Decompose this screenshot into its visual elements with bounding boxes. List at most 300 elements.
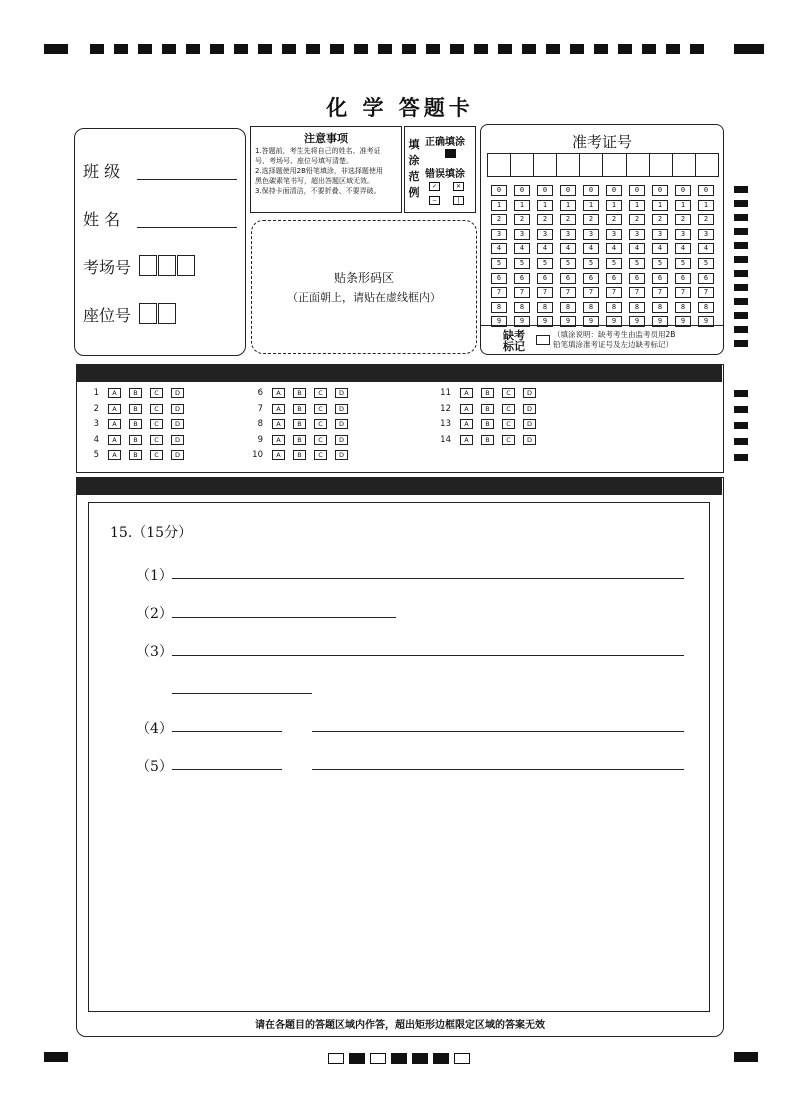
mc-option-bubble[interactable]: A xyxy=(460,388,473,398)
side-timing-mark xyxy=(734,454,748,461)
part-1-answer-line[interactable] xyxy=(172,578,684,579)
exam-digit-bubble[interactable]: 2 xyxy=(698,214,714,225)
mc-option-bubble[interactable]: B xyxy=(481,404,494,414)
exam-digit-bubble[interactable]: 2 xyxy=(675,214,691,225)
exam-digit-bubble[interactable]: 8 xyxy=(652,302,668,313)
timing-dash xyxy=(234,44,248,54)
exam-digit-bubble[interactable]: 6 xyxy=(491,273,507,284)
mc-option-bubble[interactable]: D xyxy=(171,435,184,445)
exam-number-cell[interactable] xyxy=(488,154,511,176)
barcode-note: （正面朝上，请贴在虚线框内） xyxy=(287,291,441,304)
mc-option-bubble[interactable]: D xyxy=(335,388,348,398)
exam-digit-bubble[interactable]: 4 xyxy=(629,243,645,254)
exam-digit-bubble[interactable]: 3 xyxy=(675,229,691,240)
student-info-box xyxy=(74,128,246,356)
exam-digit-bubble[interactable]: 6 xyxy=(560,273,576,284)
exam-digit-bubble[interactable]: 6 xyxy=(629,273,645,284)
mc-question-number: 1 xyxy=(93,388,99,398)
exam-number-cell[interactable] xyxy=(603,154,626,176)
notice-title: 注意事项 xyxy=(304,132,348,145)
side-timing-mark xyxy=(734,326,748,333)
exam-digit-bubble[interactable]: 0 xyxy=(606,185,622,196)
notice-line: 2.选择题使用2B铅笔填涂，非选择题使用 xyxy=(255,167,383,175)
exam-digit-bubble[interactable]: 8 xyxy=(560,302,576,313)
page-title: 化 学 答题卡 xyxy=(326,95,474,120)
mc-option-bubble[interactable]: A xyxy=(272,419,285,429)
mc-question-number: 7 xyxy=(257,403,263,414)
mc-option-bubble[interactable]: D xyxy=(171,419,184,429)
class-label: 班 级 xyxy=(83,162,121,181)
exam-digit-bubble[interactable]: 3 xyxy=(560,229,576,240)
exam-digit-bubble[interactable]: 3 xyxy=(652,229,668,240)
corner-mark-top-right xyxy=(734,44,764,54)
exam-digit-bubble[interactable]: 4 xyxy=(698,243,714,254)
exam-digit-bubble[interactable]: 2 xyxy=(629,214,645,225)
exam-digit-bubble[interactable]: 9 xyxy=(583,316,599,327)
timing-dash xyxy=(402,44,416,54)
mc-option-bubble[interactable]: D xyxy=(335,435,348,445)
exam-digit-bubble[interactable]: 8 xyxy=(583,302,599,313)
exam-number-box xyxy=(480,124,724,355)
mc-option-bubble[interactable]: C xyxy=(150,435,163,445)
mc-question-row xyxy=(245,387,356,399)
mc-question-row xyxy=(433,387,544,399)
mc-option-bubble[interactable]: A xyxy=(460,404,473,414)
exam-digit-bubble[interactable]: 7 xyxy=(560,287,576,298)
exam-digit-bubble[interactable]: 8 xyxy=(698,302,714,313)
exam-digit-bubble[interactable]: 3 xyxy=(514,229,530,240)
section-header-band xyxy=(76,364,722,382)
side-timing-mark xyxy=(734,200,748,207)
mc-question-number: 10 xyxy=(252,450,263,460)
exam-digit-bubble[interactable]: 3 xyxy=(698,229,714,240)
exam-digit-bubble[interactable]: 1 xyxy=(491,200,507,211)
exam-digit-bubble[interactable]: 1 xyxy=(583,200,599,211)
exam-digit-bubble[interactable]: 4 xyxy=(491,243,507,254)
mc-question-number: 12 xyxy=(440,403,451,414)
fill-char: 例 xyxy=(408,186,420,199)
notice-line: 3.保持卡面清洁，不要折叠、不要弄破。 xyxy=(255,187,381,195)
exam-digit-bubble[interactable]: 4 xyxy=(537,243,553,254)
side-timing-mark xyxy=(734,422,748,429)
mc-option-bubble[interactable]: C xyxy=(150,450,163,460)
exam-digit-bubble[interactable]: 9 xyxy=(491,316,507,327)
exam-digit-bubble[interactable]: 7 xyxy=(652,287,668,298)
exam-digit-bubble[interactable]: 3 xyxy=(583,229,599,240)
mc-option-bubble[interactable]: A xyxy=(272,450,285,460)
seat-digit-box[interactable] xyxy=(158,303,176,324)
room-digit-box[interactable] xyxy=(139,255,157,276)
exam-digit-bubble[interactable]: 0 xyxy=(514,185,530,196)
exam-digit-bubble[interactable]: 5 xyxy=(514,258,530,269)
exam-digit-bubble[interactable]: 6 xyxy=(583,273,599,284)
part-4-answer-line-b[interactable] xyxy=(312,731,684,732)
correct-fill-mark-icon xyxy=(445,149,456,158)
exam-digit-bubble[interactable]: 5 xyxy=(537,258,553,269)
exam-digit-bubble[interactable]: 6 xyxy=(652,273,668,284)
mc-question-number: 9 xyxy=(257,434,263,445)
exam-digit-bubble[interactable]: 1 xyxy=(606,200,622,211)
mc-option-bubble[interactable]: B xyxy=(129,450,142,460)
mc-question-number: 14 xyxy=(440,434,451,445)
mc-question-row xyxy=(245,434,356,446)
bar-mark-icon: | xyxy=(453,196,464,205)
mc-question-number: 2 xyxy=(93,403,99,414)
timing-dash xyxy=(114,44,128,54)
mc-question-number: 13 xyxy=(440,419,451,429)
question-15-title: 15.（15分） xyxy=(110,525,193,541)
code-square xyxy=(433,1053,449,1064)
mc-option-bubble[interactable]: C xyxy=(502,388,515,398)
side-timing-mark xyxy=(734,312,748,319)
mc-option-bubble[interactable]: B xyxy=(293,404,306,414)
exam-digit-bubble[interactable]: 0 xyxy=(560,185,576,196)
mc-option-bubble[interactable]: A xyxy=(272,404,285,414)
mc-question-row xyxy=(81,434,192,446)
correct-fill-label: 正确填涂 xyxy=(425,137,465,148)
fill-char: 填 xyxy=(408,138,420,151)
mc-question-row xyxy=(245,449,356,461)
part-4-label: （4） xyxy=(136,721,173,737)
mc-option-bubble[interactable]: D xyxy=(335,419,348,429)
code-square xyxy=(454,1053,470,1064)
exam-number-cell[interactable] xyxy=(673,154,696,176)
timing-dash xyxy=(306,44,320,54)
exam-digit-bubble[interactable]: 4 xyxy=(560,243,576,254)
part-4-answer-line-a[interactable] xyxy=(172,731,282,732)
exam-digit-bubble[interactable]: 4 xyxy=(652,243,668,254)
mc-option-bubble[interactable]: C xyxy=(150,404,163,414)
exam-digit-bubble[interactable]: 5 xyxy=(606,258,622,269)
timing-dash xyxy=(90,44,104,54)
exam-digit-bubble[interactable]: 8 xyxy=(491,302,507,313)
mc-question-row xyxy=(245,403,356,415)
room-digit-box[interactable] xyxy=(158,255,176,276)
timing-dash xyxy=(522,44,536,54)
timing-dash xyxy=(426,44,440,54)
mc-question-number: 6 xyxy=(257,388,263,398)
exam-digit-bubble[interactable]: 0 xyxy=(652,185,668,196)
part-2-answer-line[interactable] xyxy=(172,617,396,618)
mc-option-bubble[interactable]: A xyxy=(460,435,473,445)
code-square xyxy=(391,1053,407,1064)
seat-label: 座位号 xyxy=(83,306,132,325)
timing-dash xyxy=(258,44,272,54)
exam-digit-bubble[interactable]: 5 xyxy=(491,258,507,269)
code-square xyxy=(412,1053,428,1064)
cross-mark-icon: ✕ xyxy=(453,182,464,191)
barcode-area xyxy=(251,220,477,354)
corner-mark-bottom-right xyxy=(734,1052,758,1062)
timing-dash xyxy=(570,44,584,54)
part-1-label: （1） xyxy=(136,568,173,584)
exam-digit-bubble[interactable]: 2 xyxy=(606,214,622,225)
mc-question-number: 5 xyxy=(93,450,99,460)
exam-digit-bubble[interactable]: 2 xyxy=(560,214,576,225)
mc-option-bubble[interactable]: A xyxy=(108,388,121,398)
exam-digit-bubble[interactable]: 6 xyxy=(698,273,714,284)
section-header-band xyxy=(76,477,722,495)
seat-digit-box[interactable] xyxy=(139,303,157,324)
mc-option-bubble[interactable]: B xyxy=(129,435,142,445)
side-timing-mark xyxy=(734,390,748,397)
exam-number-cell[interactable] xyxy=(696,154,718,176)
exam-digit-bubble[interactable]: 4 xyxy=(583,243,599,254)
exam-digit-bubble[interactable]: 0 xyxy=(583,185,599,196)
mc-option-bubble[interactable]: D xyxy=(335,404,348,414)
exam-digit-bubble[interactable]: 7 xyxy=(491,287,507,298)
notice-line: 黑色碳素笔书写，超出答题区域无效。 xyxy=(255,177,374,185)
mc-question-row xyxy=(433,403,544,415)
exam-digit-bubble[interactable]: 9 xyxy=(560,316,576,327)
part-5-answer-line-a[interactable] xyxy=(172,769,282,770)
absent-mark-row xyxy=(481,325,723,353)
exam-digit-bubble[interactable]: 6 xyxy=(537,273,553,284)
mc-option-bubble[interactable]: C xyxy=(502,419,515,429)
mc-option-bubble[interactable]: D xyxy=(335,450,348,460)
timing-dash xyxy=(354,44,368,54)
mc-option-bubble[interactable]: B xyxy=(481,388,494,398)
exam-number-cell[interactable] xyxy=(511,154,534,176)
side-timing-mark xyxy=(734,298,748,305)
exam-number-cell[interactable] xyxy=(580,154,603,176)
mc-question-row xyxy=(433,418,544,430)
absent-checkbox[interactable] xyxy=(536,335,550,345)
exam-number-cell[interactable] xyxy=(557,154,580,176)
exam-digit-bubble[interactable]: 0 xyxy=(537,185,553,196)
mc-question-row xyxy=(433,434,544,446)
wrong-fill-label: 错误填涂 xyxy=(425,169,465,180)
exam-digit-bubble[interactable]: 4 xyxy=(514,243,530,254)
mc-option-bubble[interactable]: C xyxy=(314,450,327,460)
timing-dash xyxy=(282,44,296,54)
name-label: 姓 名 xyxy=(83,210,121,229)
name-field[interactable] xyxy=(137,227,237,228)
fill-char: 范 xyxy=(408,170,420,183)
exam-digit-bubble[interactable]: 9 xyxy=(652,316,668,327)
exam-digit-bubble[interactable]: 9 xyxy=(514,316,530,327)
exam-digit-bubble[interactable]: 8 xyxy=(606,302,622,313)
top-timing-track xyxy=(44,44,764,54)
absent-note xyxy=(553,330,675,350)
mc-option-bubble[interactable]: B xyxy=(293,388,306,398)
exam-digit-bubble[interactable]: 8 xyxy=(537,302,553,313)
exam-digit-bubble[interactable]: 9 xyxy=(629,316,645,327)
mc-option-bubble[interactable]: D xyxy=(171,450,184,460)
mc-option-bubble[interactable]: D xyxy=(523,435,536,445)
exam-digit-bubble[interactable]: 4 xyxy=(675,243,691,254)
mc-option-bubble[interactable]: A xyxy=(108,435,121,445)
exam-digit-bubble[interactable]: 9 xyxy=(537,316,553,327)
mc-option-bubble[interactable]: A xyxy=(108,404,121,414)
exam-digit-bubble[interactable]: 3 xyxy=(537,229,553,240)
exam-digit-bubble[interactable]: 1 xyxy=(675,200,691,211)
exam-digit-bubble[interactable]: 5 xyxy=(652,258,668,269)
exam-number-write-cells xyxy=(487,153,719,177)
exam-digit-bubble[interactable]: 9 xyxy=(606,316,622,327)
mc-question-row xyxy=(81,387,192,399)
mc-option-bubble[interactable]: C xyxy=(314,435,327,445)
notice-line: 1.答题前，考生先将自己的姓名、准考证 xyxy=(255,147,381,155)
exam-digit-bubble[interactable]: 2 xyxy=(583,214,599,225)
exam-digit-bubble[interactable]: 6 xyxy=(606,273,622,284)
mc-option-bubble[interactable]: B xyxy=(293,435,306,445)
mc-option-bubble[interactable]: D xyxy=(523,404,536,414)
exam-digit-bubble[interactable]: 1 xyxy=(560,200,576,211)
mc-question-row xyxy=(81,418,192,430)
side-timing-mark xyxy=(734,256,748,263)
part-3-answer-line-2[interactable] xyxy=(172,693,312,694)
mc-option-bubble[interactable]: C xyxy=(502,435,515,445)
exam-digit-bubble[interactable]: 7 xyxy=(537,287,553,298)
exam-digit-bubble[interactable]: 3 xyxy=(606,229,622,240)
exam-digit-bubble[interactable]: 1 xyxy=(537,200,553,211)
mc-question-number: 4 xyxy=(93,434,99,445)
exam-digit-bubble[interactable]: 1 xyxy=(514,200,530,211)
exam-digit-bubble[interactable]: 9 xyxy=(698,316,714,327)
exam-number-cell[interactable] xyxy=(534,154,557,176)
timing-dash xyxy=(44,44,68,54)
mc-option-bubble[interactable]: D xyxy=(171,388,184,398)
exam-digit-bubble[interactable]: 2 xyxy=(537,214,553,225)
mc-question-row xyxy=(81,449,192,461)
timing-dash xyxy=(162,44,176,54)
exam-digit-bubble[interactable]: 0 xyxy=(629,185,645,196)
timing-dash xyxy=(690,44,704,54)
mc-option-bubble[interactable]: A xyxy=(272,435,285,445)
exam-digit-bubble[interactable]: 5 xyxy=(675,258,691,269)
barcode-title: 贴条形码区 xyxy=(333,271,394,285)
mc-question-row xyxy=(245,418,356,430)
exam-digit-bubble[interactable]: 6 xyxy=(675,273,691,284)
exam-digit-bubble[interactable]: 7 xyxy=(514,287,530,298)
mc-option-bubble[interactable]: B xyxy=(293,450,306,460)
room-digit-box[interactable] xyxy=(177,255,195,276)
mc-option-bubble[interactable]: D xyxy=(523,388,536,398)
code-square xyxy=(349,1053,365,1064)
side-timing-mark xyxy=(734,284,748,291)
timing-dash xyxy=(210,44,224,54)
mc-option-bubble[interactable]: B xyxy=(293,419,306,429)
timing-dash xyxy=(666,44,680,54)
mc-question-number: 11 xyxy=(440,388,451,398)
mc-option-bubble[interactable]: B xyxy=(129,404,142,414)
mc-option-bubble[interactable]: A xyxy=(460,419,473,429)
timing-dash xyxy=(330,44,344,54)
mc-option-bubble[interactable]: B xyxy=(481,419,494,429)
code-square xyxy=(370,1053,386,1064)
mc-option-bubble[interactable]: B xyxy=(481,435,494,445)
side-timing-mark xyxy=(734,406,748,413)
footer-note: 请在各题目的答题区域内作答，超出矩形边框限定区域的答案无效 xyxy=(255,1020,545,1031)
code-square xyxy=(328,1053,344,1064)
fill-char: 涂 xyxy=(408,154,420,167)
mc-option-bubble[interactable]: C xyxy=(314,404,327,414)
side-timing-mark xyxy=(734,228,748,235)
check-mark-icon: ✓ xyxy=(429,182,440,191)
exam-digit-bubble[interactable]: 1 xyxy=(652,200,668,211)
exam-digit-bubble[interactable]: 0 xyxy=(491,185,507,196)
exam-digit-bubble[interactable]: 7 xyxy=(606,287,622,298)
timing-dash xyxy=(546,44,560,54)
timing-dash xyxy=(186,44,200,54)
side-timing-mark xyxy=(734,270,748,277)
room-label: 考场号 xyxy=(83,258,132,277)
mc-option-bubble[interactable]: B xyxy=(129,419,142,429)
exam-digit-bubble[interactable]: 8 xyxy=(514,302,530,313)
timing-dash xyxy=(378,44,392,54)
side-timing-mark xyxy=(734,214,748,221)
exam-digit-bubble[interactable]: 5 xyxy=(629,258,645,269)
notice-line: 号、考场号、座位号填写清楚。 xyxy=(255,157,353,165)
exam-digit-bubble[interactable]: 5 xyxy=(560,258,576,269)
side-timing-mark xyxy=(734,242,748,249)
mc-option-bubble[interactable]: C xyxy=(502,404,515,414)
notice-box xyxy=(250,126,402,213)
timing-dash xyxy=(450,44,464,54)
mc-option-bubble[interactable]: C xyxy=(150,388,163,398)
exam-digit-bubble[interactable]: 4 xyxy=(606,243,622,254)
mc-option-bubble[interactable]: A xyxy=(108,450,121,460)
exam-digit-bubble[interactable]: 3 xyxy=(491,229,507,240)
part-3-answer-line[interactable] xyxy=(172,655,684,656)
exam-number-cell[interactable] xyxy=(627,154,650,176)
exam-digit-bubble[interactable]: 6 xyxy=(514,273,530,284)
side-timing-mark xyxy=(734,186,748,193)
mc-option-bubble[interactable]: D xyxy=(523,419,536,429)
class-field[interactable] xyxy=(137,179,237,180)
mc-option-bubble[interactable]: C xyxy=(314,388,327,398)
part-5-answer-line-b[interactable] xyxy=(312,769,684,770)
exam-digit-bubble[interactable]: 8 xyxy=(675,302,691,313)
exam-digit-bubble[interactable]: 5 xyxy=(583,258,599,269)
timing-dash xyxy=(642,44,656,54)
mc-question-number: 8 xyxy=(257,419,263,429)
timing-dash xyxy=(138,44,152,54)
exam-digit-bubble[interactable]: 2 xyxy=(514,214,530,225)
fill-example-vertical-label xyxy=(407,137,421,201)
timing-dash xyxy=(594,44,608,54)
exam-digit-bubble[interactable]: 2 xyxy=(491,214,507,225)
exam-digit-bubble[interactable]: 3 xyxy=(629,229,645,240)
timing-dash xyxy=(618,44,632,54)
exam-digit-bubble[interactable]: 7 xyxy=(629,287,645,298)
part-2-label: （2） xyxy=(136,606,173,622)
mc-option-bubble[interactable]: A xyxy=(272,388,285,398)
exam-digit-bubble[interactable]: 2 xyxy=(652,214,668,225)
exam-digit-bubble[interactable]: 1 xyxy=(629,200,645,211)
mc-option-bubble[interactable]: B xyxy=(129,388,142,398)
exam-digit-bubble[interactable]: 7 xyxy=(583,287,599,298)
mc-option-bubble[interactable]: D xyxy=(171,404,184,414)
exam-digit-bubble[interactable]: 9 xyxy=(675,316,691,327)
exam-digit-bubble[interactable]: 0 xyxy=(675,185,691,196)
mc-option-bubble[interactable]: A xyxy=(108,419,121,429)
mc-option-bubble[interactable]: C xyxy=(314,419,327,429)
exam-digit-bubble[interactable]: 8 xyxy=(629,302,645,313)
exam-digit-bubble[interactable]: 0 xyxy=(698,185,714,196)
exam-digit-bubble[interactable]: 7 xyxy=(675,287,691,298)
exam-number-cell[interactable] xyxy=(650,154,673,176)
absent-note-line: 铅笔填涂准考证号及左边缺考标记） xyxy=(553,340,673,349)
absent-label: 缺考标记 xyxy=(503,329,525,353)
exam-digit-bubble[interactable]: 5 xyxy=(698,258,714,269)
exam-digit-bubble[interactable]: 7 xyxy=(698,287,714,298)
mc-question-row xyxy=(81,403,192,415)
timing-dash xyxy=(498,44,512,54)
mc-option-bubble[interactable]: C xyxy=(150,419,163,429)
exam-digit-bubble[interactable]: 1 xyxy=(698,200,714,211)
